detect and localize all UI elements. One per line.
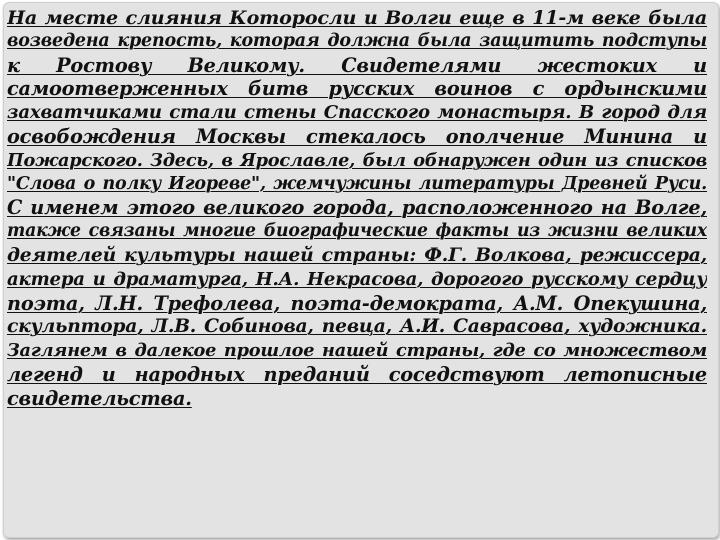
text-line — [7, 30, 707, 54]
text-line — [7, 125, 707, 149]
text-line-content: легенд и народных преданий соседствуют летописные — [7, 362, 707, 386]
text-line — [7, 149, 707, 173]
text-line-content: С именем этого великого города, расположенного на Волге, — [7, 196, 707, 220]
text-line-content: скульптора, Л.В. Собинова, певца, А.И. Саврасова, художника. — [7, 315, 707, 338]
text-line-content: возведена крепость, которая должна была защитить подступы — [7, 30, 707, 51]
text-line — [7, 54, 707, 78]
text-line — [7, 339, 707, 363]
text-line — [7, 101, 707, 125]
text-line — [7, 220, 707, 244]
text-line — [7, 244, 707, 268]
text-line — [7, 173, 707, 197]
text-line-content: освобождения Москвы стекалось ополчение Минина и — [7, 124, 707, 148]
text-line-content: свидетельства. — [7, 386, 192, 410]
text-line — [7, 315, 707, 339]
text-line — [7, 292, 707, 316]
text-line — [7, 387, 707, 411]
text-line-content: Заглянем в далекое прошлое нашей страны, где со множеством — [7, 340, 707, 362]
text-line-content: также связаны многие биографические факты из жизни великих — [7, 221, 707, 242]
text-line-content: поэта, Л.Н. Трефолева, поэта-демократа, А.М. Опекушина, — [7, 291, 707, 315]
body-text — [7, 6, 707, 411]
text-line — [7, 363, 707, 387]
text-line — [7, 77, 707, 101]
text-line-content: Пожарского. Здесь, в Ярославле, был обнаружен один из списков — [7, 149, 707, 171]
text-line — [7, 6, 707, 30]
text-line-content: захватчиками стали стены Спасского монастыря. В город для — [7, 102, 707, 124]
text-line-content: На месте слияния Которосли и Волги еще в 11-м веке была — [7, 6, 707, 29]
text-line-content: деятелей культуры нашей страны: Ф.Г. Волкова, режиссера, — [7, 243, 707, 266]
text-line-content: самоотверженных битв русских воинов с ордынскими — [7, 77, 707, 101]
text-line-content: "Слова о полку Игореве", жемчужины литературы Древней Руси. — [7, 173, 707, 194]
text-line-content: к Ростову Великому. Свидетелями жестоких и — [7, 53, 707, 77]
text-line-content: актера и драматурга, Н.А. Некрасова, дорогого русскому сердцу — [7, 268, 707, 290]
text-line — [7, 196, 707, 220]
text-line — [7, 268, 707, 292]
